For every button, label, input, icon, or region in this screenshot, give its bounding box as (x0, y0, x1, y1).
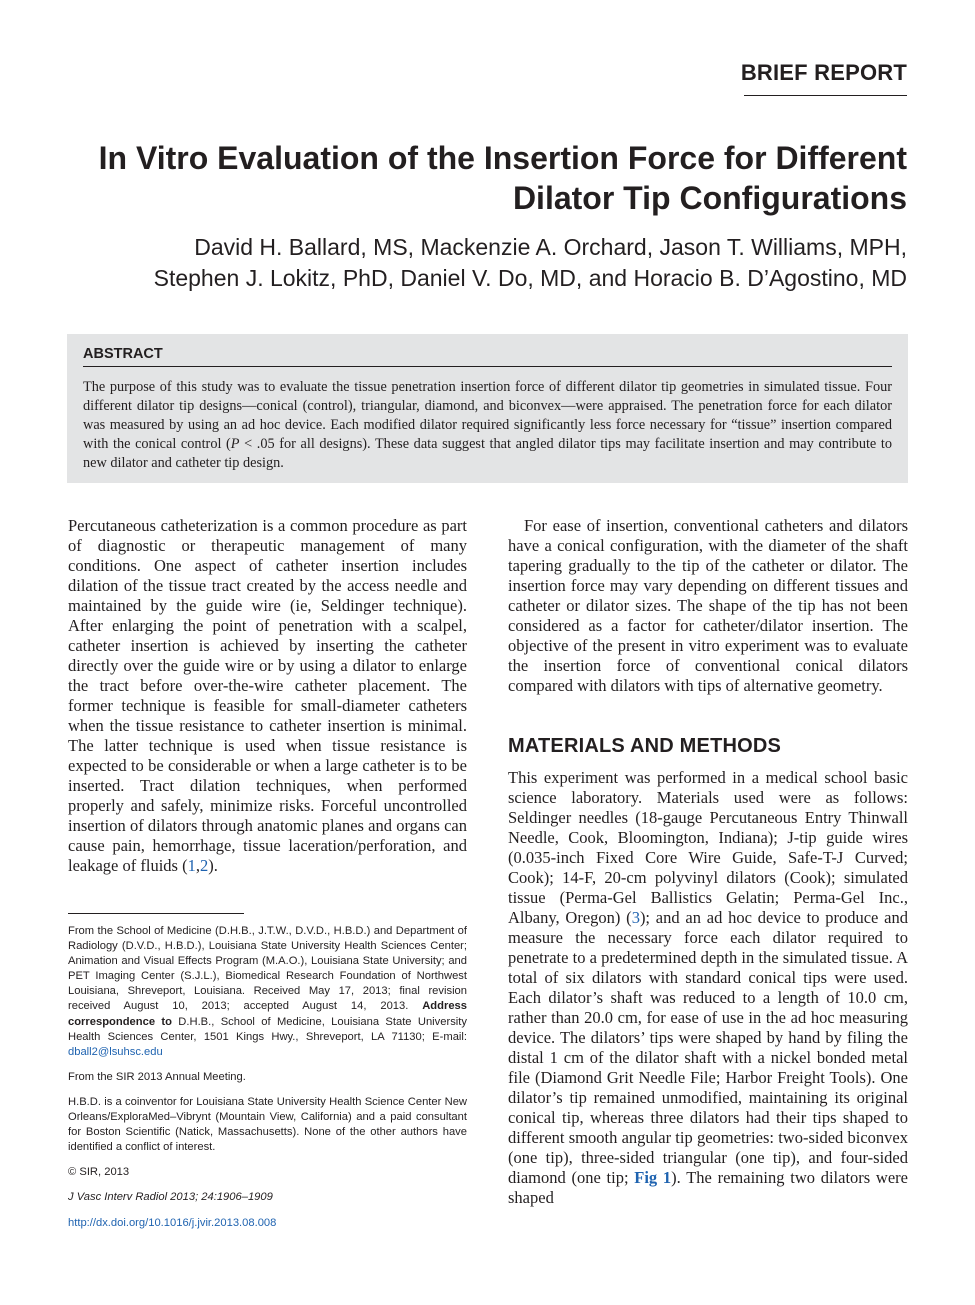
intro-paragraph: Percutaneous catheterization is a common procedure as part of diagnostic or therapeutic management of many conditions. One aspect of catheter insertion includes dilation of the tissue tract created by the access needle and maintained by the guide wire (ie, Seldinger technique). After enlarging the point of penetration with a scalpel, catheter insertion is achieved by inserting the catheter directly over the guide wire or by using a dilator to enlarge the tract before over-the-wire catheter placement. The former technique is feasible for small-diameter catheters when the tissue resistance to catheter insertion is minimal. The latter technique is used when tissue resistance is expected to be considerable or when a large catheter is to be inserted. Tract dilation techniques, when performed properly and safely, minimize risks. Forceful uncontrolled insertion of dilators through anatomic planes and organs can cause pain, hemorrhage, tissue laceration/perforation, and leakage of fluids (1,2). (68, 516, 467, 875)
body-paragraph: For ease of insertion, conventional catheters and dilators have a conical configuration, with the diameter of the shaft tapering gradually to the tip of the catheter or dilator. The insertion force may vary depending on different tissues and catheter or dilator sizes. The shape of the tip has not been considered as a factor for catheter/dilator insertion. The objective of the present in vitro experiment was to evaluate the insertion force of conventional conical dilators compared with dilators with tips of alternative geometry. (508, 516, 908, 695)
article-title (60, 138, 907, 218)
email-link[interactable]: dball2@lsuhsc.edu (68, 1045, 163, 1058)
reference-link[interactable]: 2 (199, 856, 209, 875)
section-rule (744, 95, 907, 96)
author-list (60, 232, 907, 294)
left-column (68, 516, 467, 876)
journal-citation: J Vasc Interv Radiol 2013; 24:1906–1909 (68, 1191, 273, 1204)
meeting-note: From the SIR 2013 Annual Meeting. (68, 1070, 246, 1083)
methods-paragraph: This experiment was performed in a medical school basic science laboratory. Materials used were as follows: Seldinger needles (18-gauge Percutaneous Entry Thinwall Needle, Cook, Bloomington, Indiana); J-tip guide wires (0.035-inch Fixed Core Wire Guide, Safe-T-J Curved; Cook); 14-F, 20-cm polyvinyl dilators (Cook); simulated tissue (Perma-Gel Ballistics Gelatin; Perma-Gel Inc., Albany, Oregon) (3); and an ad hoc device to produce and measure the necessary force each dilator required to penetrate to a predetermined depth in the simulated tissue. A total of six dilators with standard conical tips were used. Each dilator’s shaft was reduced to a length of 10.0 cm, rather than 20.0 cm, for ease of use in the ad hoc measuring device. The dilators’ tips were shaped by hand by filing the distal 1 cm of the dilator shaft with a nickel bonded metal file (Diamond Grit Needle File; Harbor Freight Tools). One dilator’s tip remained unmodified, maintaining its original conical tip, whereas three dilators had their tips shaped to different smooth angular tip geometries: two-sided biconvex (one tip), three-sided triangular (one tip), and four-sided diamond (one tip; Fig 1). The remaining two dilators were shaped (508, 768, 908, 1207)
abstract-text: The purpose of this study was to evaluate the tissue penetration insertion force of different dilator tip geometries in simulated tissue. Four different dilator tip designs—conical (control), triangular, diamond, and biconvex—were appraised. The penetration force for each dilator was measured by using an ad hoc device. Each modified dilator required significantly less force necessary for “tissue” insertion compared with the conical control (P < .05 for all designs). These data suggest that angled dilator tips may facilitate insertion and may contribute to new dilator and catheter tip design. (83, 379, 892, 471)
affiliation-note: From the School of Medicine (D.H.B., J.T.W., D.V.D., H.B.D.) and Department of Radiology (D.V.D., H.B.D.), Louisiana State University Health Sciences Center; Animation and Visual Effects Program (M.A.O.), Louisiana State University; and PET Imaging Center (S.J.L.), Biomedical Research Foundation of Northwest Louisiana, Shreveport, Louisiana. Received May 17, 2013; final revision received August 10, 2013; accepted August 14, 2013. Address correspondence to D.H.B., School of Medicine, Louisiana State University Health Sciences Center, 1501 Kings Hwy., Shreveport, LA 71130; E-mail: dball2@lsuhsc.edu (68, 925, 467, 1058)
section-heading: MATERIALS AND METHODS (508, 735, 782, 757)
disclosure-note: H.B.D. is a coinventor for Louisiana State University Health Science Center New Orleans/ExploraMed–Vibrynt (Mountain View, California) and a paid consultant for Boston Scientific (Natick, Massachusetts). None of the other authors have identified a conflict of interest. (68, 1095, 467, 1154)
title-line: Dilator Tip Configurations (512, 180, 907, 216)
author-line: Stephen J. Lokitz, PhD, Daniel V. Do, MD, and Horacio B. D’Agostino, MD (153, 265, 907, 291)
title-line: In Vitro Evaluation of the Insertion Force for Different (98, 140, 907, 176)
footnote-rule (68, 913, 244, 914)
reference-link[interactable]: 1 (187, 856, 196, 875)
figure-link[interactable]: Fig 1 (634, 1168, 672, 1187)
author-line: David H. Ballard, MS, Mackenzie A. Orchard, Jason T. Williams, MPH, (194, 234, 907, 260)
abstract-box (67, 334, 908, 483)
right-column (508, 516, 908, 1208)
section-label: BRIEF REPORT (740, 60, 907, 85)
copyright-note: © SIR, 2013 (68, 1166, 130, 1179)
abstract-heading: ABSTRACT (83, 346, 892, 367)
reference-link[interactable]: 3 (631, 908, 640, 927)
footnotes (68, 924, 467, 1241)
doi-link[interactable]: http://dx.doi.org/10.1016/j.jvir.2013.08.008 (68, 1216, 277, 1229)
